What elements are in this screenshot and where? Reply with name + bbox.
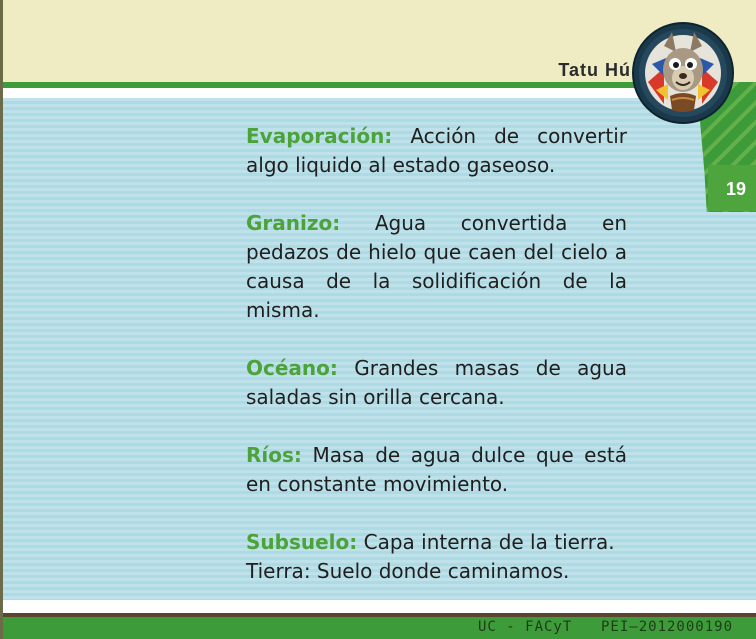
mascot-icon — [634, 24, 732, 122]
glossary-definition: Masa de agua dulce que está en constante movimiento. — [246, 443, 628, 496]
glossary-extra-definition: Tierra: Suelo donde caminamos. — [246, 559, 570, 583]
glossary-term: Granizo: — [246, 211, 341, 235]
glossary-term: Océano: — [246, 356, 338, 380]
glossary-definition: Grandes masas de agua saladas sin orilla cercana. — [246, 356, 627, 409]
footer-organization: UC - FACyT — [478, 619, 573, 635]
footer-project-code: PEI–2012000190 — [601, 619, 734, 635]
glossary-entry-granizo — [246, 209, 627, 325]
page-number: 19 — [725, 179, 747, 199]
glossary-entry-rios — [246, 441, 627, 499]
glossary-list — [246, 122, 627, 615]
armadillo-mascot-logo — [634, 24, 732, 122]
glossary-entry-oceano — [246, 354, 627, 412]
glossary-entry-evaporacion — [246, 122, 627, 180]
glossary-definition: Agua convertida en pedazos de hielo que caen del cielo a causa de la solidificación de la misma. — [246, 211, 628, 322]
brand-title: Tatu Hú — [558, 60, 631, 80]
glossary-term: Ríos: — [246, 443, 302, 467]
footer-divider-white — [3, 600, 756, 613]
glossary-definition: Capa interna de la tierra. — [363, 530, 615, 554]
glossary-entry-subsuelo — [246, 528, 627, 586]
glossary-definition: Acción de convertir algo liquido al estado gaseoso. — [246, 124, 627, 177]
glossary-term: Evaporación: — [246, 124, 393, 148]
glossary-term: Subsuelo: — [246, 530, 358, 554]
